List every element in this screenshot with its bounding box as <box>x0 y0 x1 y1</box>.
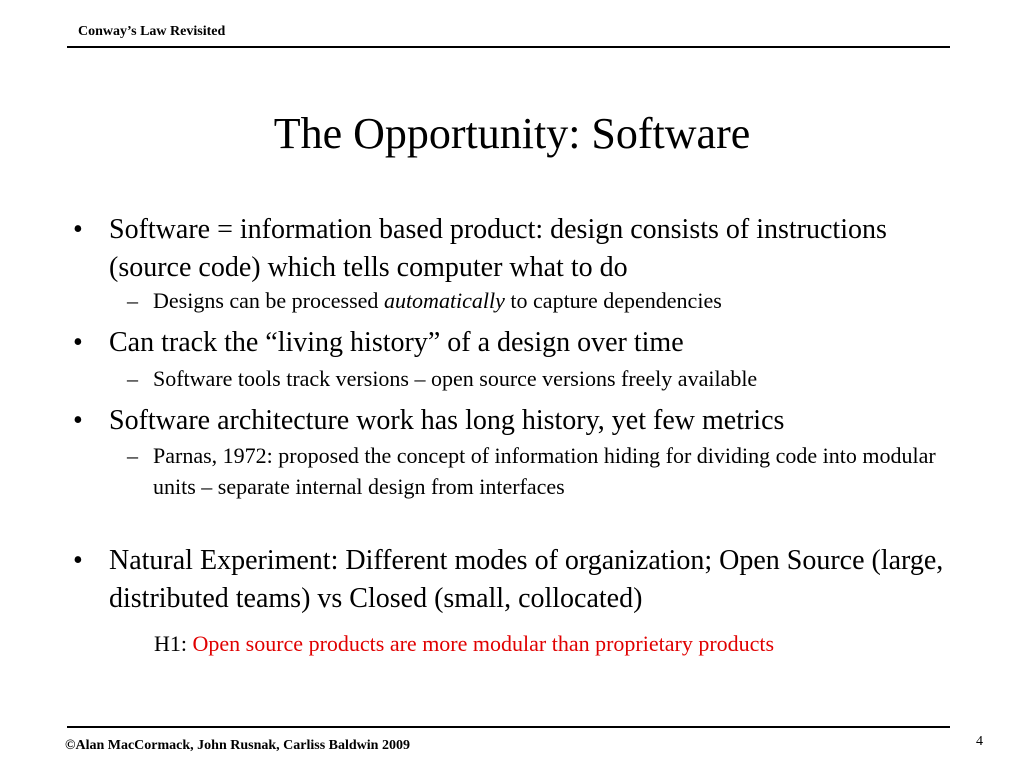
dash-icon: – <box>127 443 138 468</box>
page-number: 4 <box>976 734 983 749</box>
hypothesis <box>154 628 774 659</box>
sub-bullet-3 <box>127 440 973 502</box>
sub-bullet-1-emphasis: automatically <box>383 288 505 313</box>
sub-bullet-1-before: Designs can be processed <box>153 288 384 313</box>
bullet-icon: • <box>73 405 83 436</box>
bullet-2 <box>73 324 969 362</box>
hypothesis-label: H1: <box>154 631 193 656</box>
header-title: Conway’s Law Revisited <box>78 24 226 39</box>
bullet-1 <box>73 211 969 287</box>
footer-copyright: ©Alan MacCormack, John Rusnak, Carliss Baldwin 2009 <box>65 738 410 753</box>
bullet-2-text: Can track the “living history” of a design over time <box>109 327 684 358</box>
sub-bullet-1-after: to capture dependencies <box>504 288 722 313</box>
bullet-icon: • <box>73 327 83 358</box>
bullet-4-text: Natural Experiment: Different modes of organization; Open Source (large, distributed teams) vs Closed (small, collocated) <box>109 545 944 614</box>
bullet-3 <box>73 402 969 440</box>
sub-bullet-2 <box>127 363 973 394</box>
bullet-3-text: Software architecture work has long history, yet few metrics <box>109 405 785 436</box>
dash-icon: – <box>127 288 138 313</box>
bullet-1-text: Software = information based product: design consists of instructions (source code) which tells computer what to do <box>109 214 887 283</box>
sub-bullet-2-text: Software tools track versions – open source versions freely available <box>153 366 758 391</box>
footer-divider <box>67 726 950 728</box>
slide-title: The Opportunity: Software <box>273 109 751 158</box>
hypothesis-text: Open source products are more modular than proprietary products <box>192 631 775 656</box>
header-divider <box>67 46 950 48</box>
sub-bullet-3-text: Parnas, 1972: proposed the concept of information hiding for dividing code into modular units – separate internal design from interfaces <box>153 443 936 499</box>
bullet-4 <box>73 542 969 618</box>
sub-bullet-1 <box>127 285 973 316</box>
bullet-icon: • <box>73 545 83 576</box>
bullet-icon: • <box>73 214 83 245</box>
dash-icon: – <box>127 366 138 391</box>
